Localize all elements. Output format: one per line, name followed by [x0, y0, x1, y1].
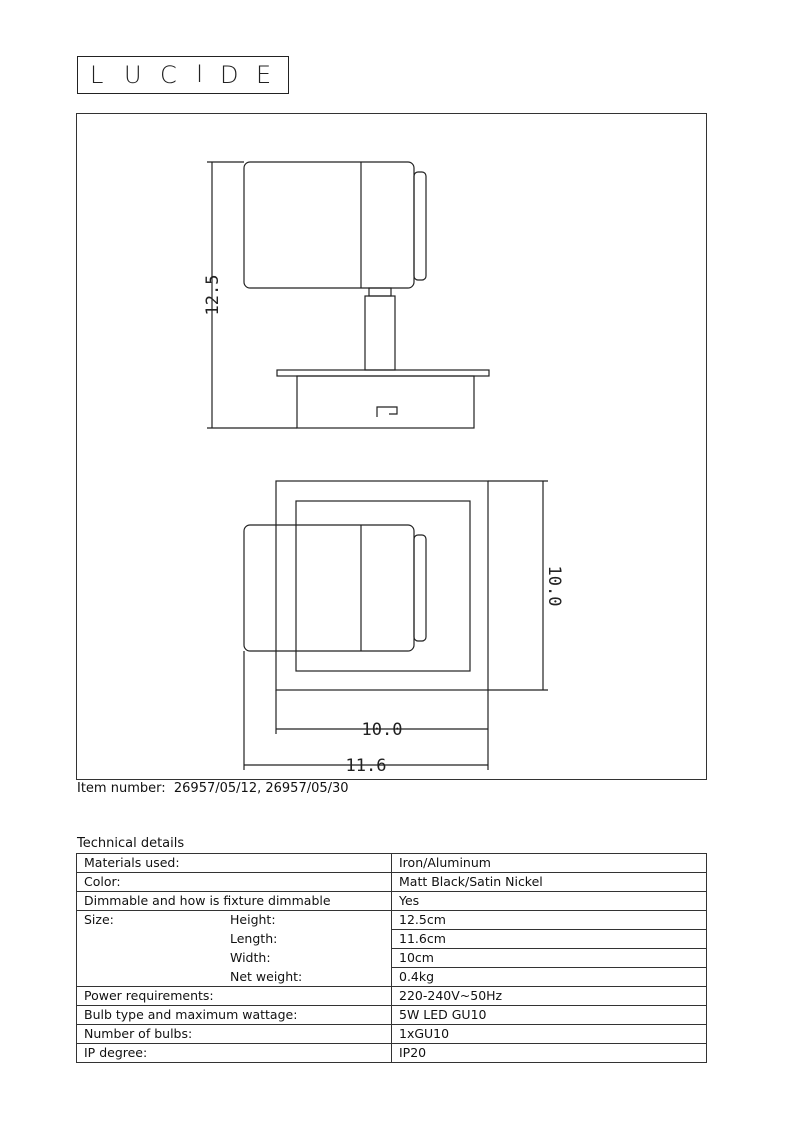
specs-table [76, 853, 707, 1063]
spec-label: Dimmable and how is fixture dimmable [77, 892, 392, 911]
table-row [77, 1044, 707, 1063]
table-row [77, 854, 707, 873]
spec-value: Matt Black/Satin Nickel [392, 873, 707, 892]
spec-value: 12.5cm [392, 911, 707, 930]
spec-group-label: Size: [84, 912, 114, 928]
logo-letter-i: I [196, 60, 204, 88]
logo-letter-l: L [90, 61, 104, 89]
spec-label: Number of bulbs: [77, 1025, 392, 1044]
spec-label: IP degree: [77, 1044, 392, 1063]
logo-letter-u: U [124, 61, 142, 89]
dim-outer-label: 11.6 [345, 756, 387, 776]
spec-label [77, 949, 392, 968]
table-row [77, 873, 707, 892]
spec-sublabel: Height: [230, 912, 276, 928]
spec-label: Power requirements: [77, 987, 392, 1006]
side-stem [365, 296, 395, 370]
spec-label [77, 930, 392, 949]
spec-value: 220-240V~50Hz [392, 987, 707, 1006]
technical-details-title: Technical details [77, 836, 185, 851]
spec-label: Bulb type and maximum wattage: [77, 1006, 392, 1025]
side-view [207, 162, 489, 428]
spec-sublabel: Length: [230, 931, 278, 946]
top-inner-plate [296, 501, 470, 671]
table-row [77, 1025, 707, 1044]
side-base [297, 376, 474, 428]
spec-label [77, 911, 392, 930]
spec-value: IP20 [392, 1044, 707, 1063]
item-number-label: Item number: [77, 781, 166, 796]
table-row [77, 968, 707, 987]
spec-label: Materials used: [77, 854, 392, 873]
side-joint [369, 288, 391, 296]
top-head [244, 525, 414, 651]
table-row [77, 987, 707, 1006]
logo-letter-d: D [220, 61, 239, 89]
spec-value: 1xGU10 [392, 1025, 707, 1044]
side-head-cap [414, 172, 426, 280]
dim-inner-label: 10.0 [361, 720, 403, 740]
table-row [77, 930, 707, 949]
top-outer-plate [276, 481, 488, 690]
table-row [77, 949, 707, 968]
technical-drawing [76, 113, 707, 780]
table-row [77, 1006, 707, 1025]
dim-depth-label: 10.0 [544, 565, 564, 607]
drawing-svg [77, 114, 708, 781]
dim-height-label: 12.5 [203, 274, 223, 316]
top-head-cap [414, 535, 426, 641]
spec-value: 10cm [392, 949, 707, 968]
brand-logo [77, 56, 289, 94]
side-head [244, 162, 414, 288]
table-row [77, 892, 707, 911]
spec-value: 5W LED GU10 [392, 1006, 707, 1025]
spec-sublabel: Net weight: [230, 968, 303, 984]
item-number-value: 26957/05/12, 26957/05/30 [173, 781, 349, 796]
spec-value: 0.4kg [392, 968, 707, 987]
item-number [77, 781, 349, 796]
spec-sublabel: Width: [230, 950, 271, 965]
spec-value: 11.6cm [392, 930, 707, 949]
side-base-slot [377, 407, 397, 417]
spec-value: Iron/Aluminum [392, 854, 707, 873]
side-plate [277, 370, 489, 376]
spec-label [77, 968, 392, 987]
logo-letter-c: C [160, 61, 177, 89]
logo-letter-e: E [256, 61, 272, 89]
spec-value: Yes [392, 892, 707, 911]
table-row [77, 911, 707, 930]
spec-label: Color: [77, 873, 392, 892]
